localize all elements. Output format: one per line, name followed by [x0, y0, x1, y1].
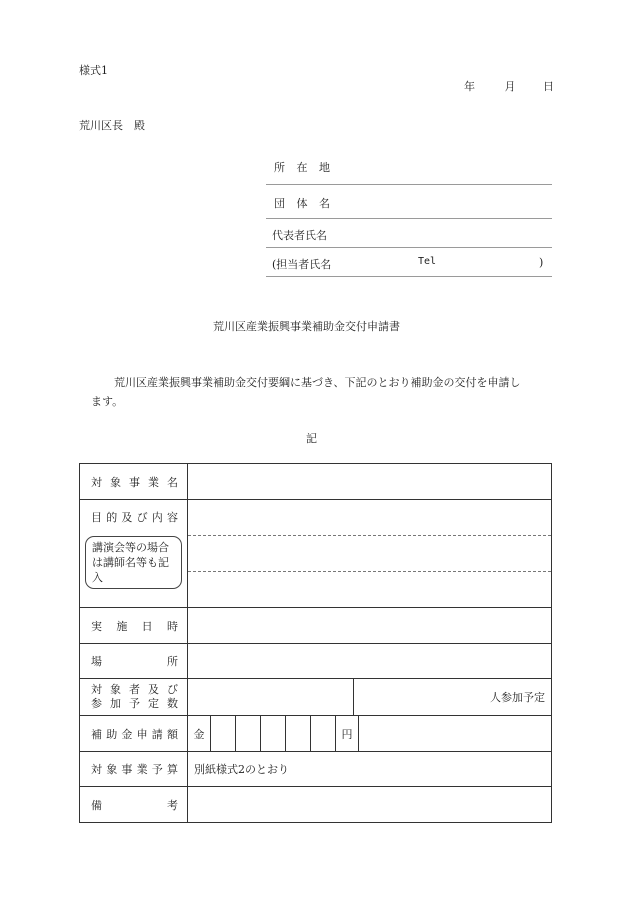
remarks-field[interactable] — [188, 787, 552, 823]
remarks-label: 備 考 — [80, 787, 188, 823]
table-row — [80, 716, 552, 752]
place-field[interactable] — [188, 644, 552, 679]
representative-line — [266, 247, 552, 248]
table-row — [80, 644, 552, 679]
currency-prefix: 金 — [188, 716, 211, 751]
contact-open: (担当者氏名 — [272, 258, 332, 271]
table-row — [80, 752, 552, 787]
group-line — [266, 218, 552, 219]
amount-remainder — [359, 716, 551, 751]
table-row — [80, 679, 552, 716]
ki-heading: 記 — [306, 432, 317, 445]
tel-label: Tel — [418, 256, 437, 267]
participants-count-field[interactable] — [354, 679, 551, 715]
digit-box[interactable] — [211, 716, 236, 751]
group-label: 団 体 名 — [274, 197, 330, 210]
amount-field[interactable] — [188, 716, 552, 752]
budget-field[interactable] — [188, 752, 552, 787]
place-label: 場 所 — [80, 644, 188, 679]
participants-label: 対 象 者 及 び 参 加 予 定 数 — [80, 679, 188, 716]
digit-box[interactable] — [261, 716, 286, 751]
date-line — [464, 78, 554, 94]
addressee: 荒川区長 殿 — [79, 119, 145, 132]
form-number: 様式1 — [79, 64, 108, 77]
date-year: 年 — [464, 80, 475, 93]
participants-target-field[interactable] — [188, 679, 354, 715]
project-name-label: 対 象 事 業 名 — [80, 464, 188, 500]
digit-box[interactable] — [311, 716, 336, 751]
contact-line — [266, 276, 552, 277]
lecture-note: 講演会等の場合は講師名等も記入 — [85, 536, 182, 589]
address-label: 所 在 地 — [274, 161, 330, 174]
budget-label: 対 象 事 業 予 算 — [80, 752, 188, 787]
date-time-field[interactable] — [188, 608, 552, 644]
document-title: 荒川区産業振興事業補助金交付申請書 — [213, 320, 400, 333]
participants-unit: 人参加予定 — [490, 691, 545, 704]
application-table — [79, 463, 552, 823]
contact-close: ) — [539, 256, 544, 269]
budget-value: 別紙様式2のとおり — [194, 763, 289, 776]
purpose-field[interactable] — [188, 500, 552, 608]
date-month: 月 — [504, 80, 516, 93]
body-line-2: ます。 — [91, 395, 124, 408]
body-line-1: 荒川区産業振興事業補助金交付要綱に基づき、下記のとおり補助金の交付を申請し — [114, 376, 521, 389]
project-name-field[interactable] — [188, 464, 552, 500]
table-row — [80, 608, 552, 644]
amount-label: 補 助 金 申 請 額 — [80, 716, 188, 752]
participants-field[interactable] — [188, 679, 552, 716]
date-day: 日 — [543, 80, 554, 93]
table-row — [80, 500, 552, 608]
digit-box[interactable] — [236, 716, 261, 751]
digit-box[interactable] — [286, 716, 311, 751]
address-line — [266, 184, 552, 185]
currency-suffix: 円 — [336, 716, 359, 751]
purpose-label: 目 的 及 び 内 容 講演会等の場合は講師名等も記入 — [80, 500, 188, 608]
table-row — [80, 787, 552, 823]
date-time-label: 実 施 日 時 — [80, 608, 188, 644]
table-row — [80, 464, 552, 500]
representative-label: 代表者氏名 — [272, 229, 327, 242]
